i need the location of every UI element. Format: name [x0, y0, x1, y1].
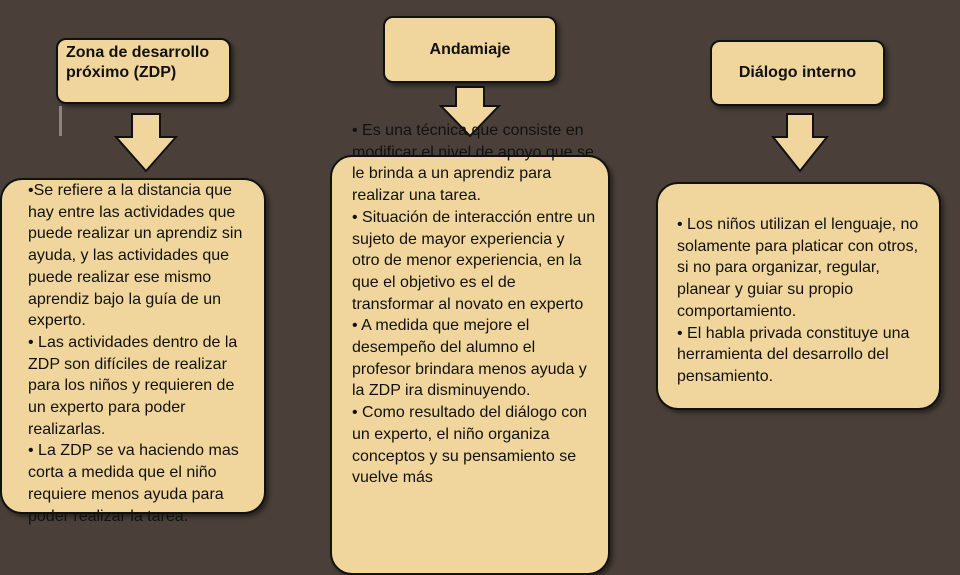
content-box-dialogo-interno [656, 182, 941, 410]
title-andamiaje: Andamiaje [429, 40, 511, 58]
left-divider-mark [59, 106, 62, 136]
title-dialogo-interno: Diálogo interno [738, 64, 857, 81]
zdp-bullet: • La ZDP se va haciendo mas corta a medida que el niño requiere menos ayuda para poder realizar la tarea. [28, 442, 239, 525]
title-box-zdp [56, 38, 231, 104]
content-box-andamiaje [330, 122, 610, 575]
down-arrow-icon [114, 113, 178, 173]
title-zdp: Zona de desarrollo próximo (ZDP) [66, 44, 210, 81]
zdp-bullet: • Las actividades dentro de la ZDP son difíciles de realizar para los niños y requieren de un experto para poder realizarlas. [28, 333, 238, 438]
andamiaje-bullet: • A medida que mejore el desempeño del alumno el profesor brindara menos ayuda y la ZDP ira disminuyendo. [352, 317, 587, 400]
content-box-zdp [0, 178, 266, 525]
andamiaje-bullet: • Como resultado del diálogo con un experto, el niño organiza conceptos y su pensamiento se vuelve más [352, 404, 588, 487]
andamiaje-bullet: • Es una técnica que consiste en modificar el nivel de apoyo que se le brinda a un aprendiz para realizar una tarea. [352, 122, 594, 205]
dialogo-bullet: • El habla privada constituye una herramienta del desarrollo del pensamiento. [677, 324, 910, 385]
andamiaje-bullet: • Situación de interacción entre un sujeto de mayor experiencia y otro de menor experiencia, en la que el objetivo es el de transformar al novato en experto [352, 208, 596, 313]
zdp-bullet: •Se refiere a la distancia que hay entre las actividades que puede realizar un aprendiz sin ayuda, y las actividades que puede realizar ese mismo aprendiz bajo la guía de un experto. [28, 182, 243, 330]
title-box-andamiaje [383, 16, 557, 83]
down-arrow-icon [771, 113, 829, 173]
title-box-dialogo-interno [710, 40, 885, 106]
dialogo-bullet: • Los niños utilizan el lenguaje, no solamente para platicar con otros, si no para organizar, regular, planear y guiar su propio comportamiento. [677, 216, 919, 320]
